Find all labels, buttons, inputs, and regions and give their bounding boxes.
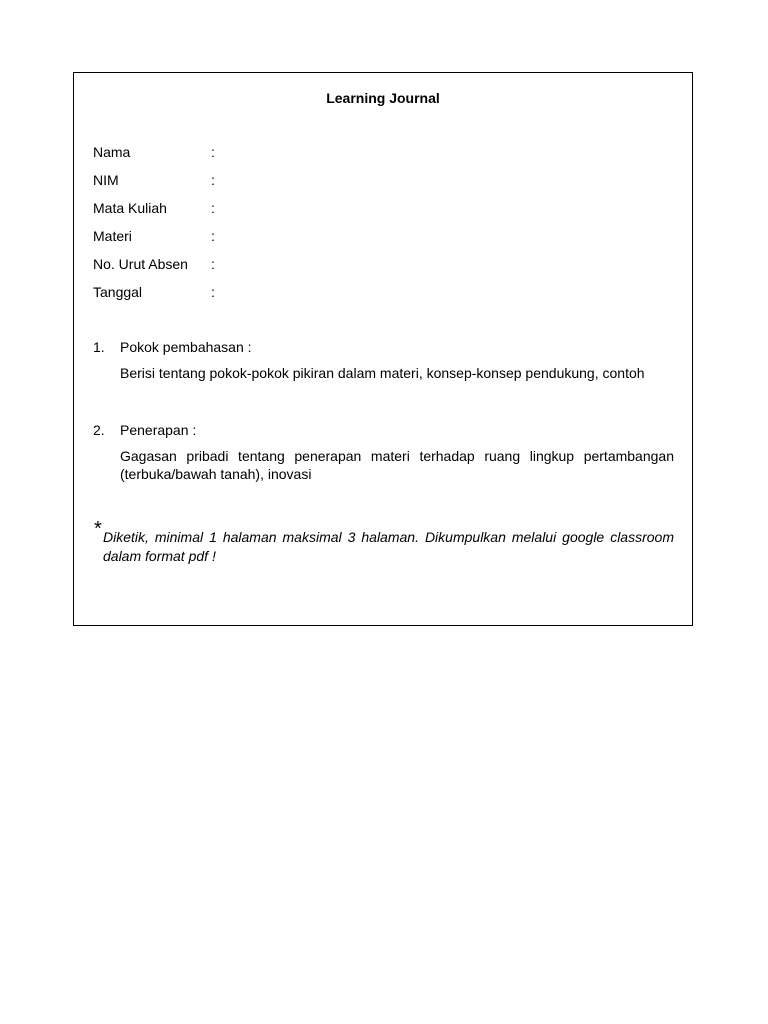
list-heading: Pokok pembahasan : xyxy=(120,339,252,355)
field-colon: : xyxy=(211,144,215,160)
note-text: Diketik, minimal 1 halaman maksimal 3 halaman. Dikumpulkan melalui google classroom dalam format pdf ! xyxy=(103,529,674,564)
field-label: Nama xyxy=(93,144,131,160)
list-body: Berisi tentang pokok-pokok pikiran dalam materi, konsep-konsep pendukung, contoh xyxy=(120,365,645,381)
field-label: Tanggal xyxy=(93,284,143,300)
journal-title: Learning Journal xyxy=(326,90,440,106)
field-label: No. Urut Absen xyxy=(93,256,188,272)
list-number: 2. xyxy=(93,422,105,438)
field-colon: : xyxy=(211,256,215,272)
field-label: Mata Kuliah xyxy=(93,200,167,216)
learning-journal-form xyxy=(73,72,693,626)
field-colon: : xyxy=(211,284,215,300)
field-colon: : xyxy=(211,228,215,244)
field-label: NIM xyxy=(93,172,119,188)
list-heading: Penerapan : xyxy=(120,422,197,438)
field-colon: : xyxy=(211,172,215,188)
field-colon: : xyxy=(211,200,215,216)
asterisk-mark: * xyxy=(94,518,102,540)
field-label: Materi xyxy=(93,228,132,244)
list-number: 1. xyxy=(93,339,105,355)
list-body: Gagasan pribadi tentang penerapan materi terhadap ruang lingkup pertambangan (terbuka/bawah tanah), inovasi xyxy=(120,448,674,482)
